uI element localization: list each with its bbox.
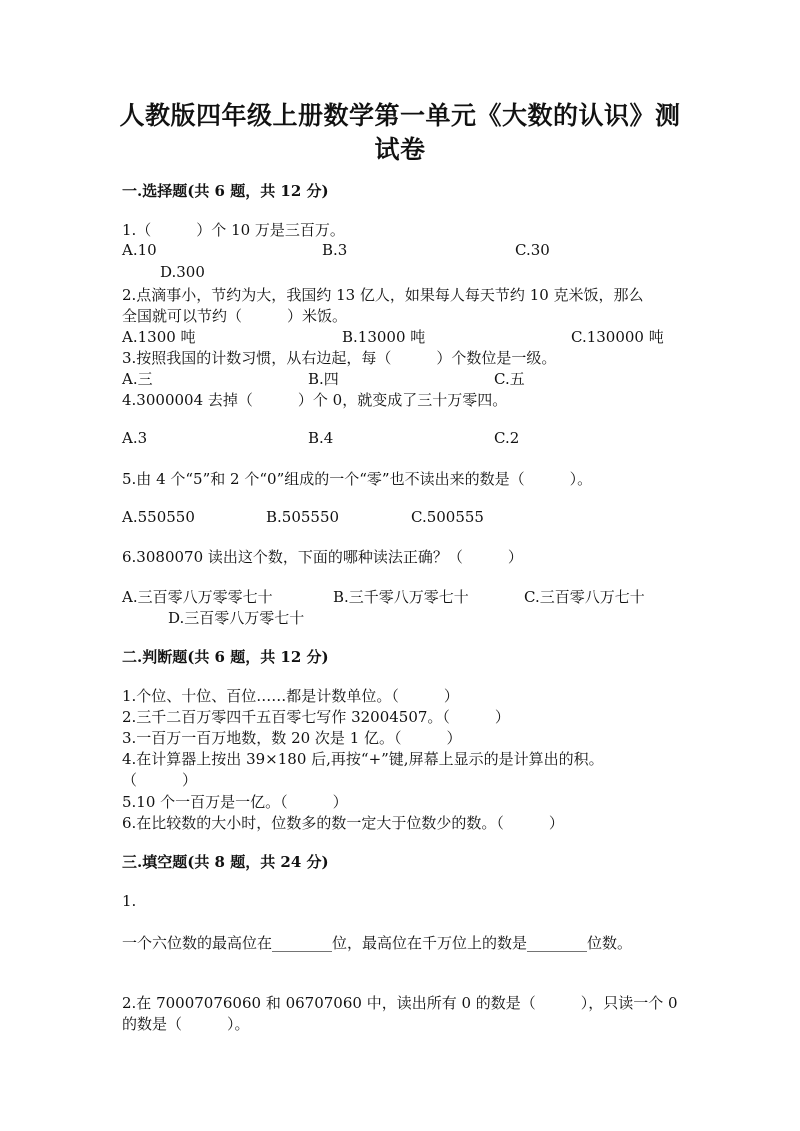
choice-1-option-d: D.300 [160,263,205,281]
judge-question-5: 5.10 个一百万是一亿。（ ） [122,793,348,811]
judge-question-6: 6.在比较数的大小时，位数多的数一定大于位数少的数。（ ） [122,814,564,832]
choice-4-option-c: C.2 [494,429,520,447]
judge-question-2: 2.三千二百万零四千五百零七写作 32004507。（ ） [122,708,510,726]
choice-2-option-c: C.130000 吨 [571,328,664,346]
section-heading-fill: 三.填空题(共 8 题，共 24 分) [122,853,329,871]
choice-5-option-b: B.505550 [266,508,340,526]
judge-question-4-line-1: 4.在计算器上按出 39×180 后,再按“+”键,屏幕上显示的是计算出的积。 [122,750,604,768]
choice-question-5: 5.由 4 个“5”和 2 个“0”组成的一个“零”也不读出来的数是（ ）。 [122,470,593,488]
choice-4-option-a: A.3 [122,429,148,447]
judge-question-1: 1.个位、十位、百位……都是计数单位。（ ） [122,687,459,705]
fill-question-1-number: 1. [122,892,137,910]
choice-5-option-c: C.500555 [411,508,484,526]
choice-question-3: 3.按照我国的计数习惯，从右边起，每（ ）个数位是一级。 [122,349,557,367]
page-title-line-1: 人教版四年级上册数学第一单元《大数的认识》测 [119,101,681,130]
choice-6-option-b: B.三千零八万零七十 [333,588,469,606]
choice-question-6: 6.3080070 读出这个数，下面的哪种读法正确？（ ） [122,548,523,566]
choice-1-option-b: B.3 [322,241,348,259]
judge-question-4-line-2: （ ） [122,771,198,789]
choice-6-option-a: A.三百零八万零零七十 [122,588,273,606]
choice-6-option-d: D.三百零八万零七十 [168,609,305,627]
choice-3-option-c: C.五 [494,370,525,388]
choice-6-option-c: C.三百零八万七十 [524,588,645,606]
fill-question-1-body: 一个六位数的最高位在________位，最高位在千万位上的数是________位数。 [122,934,633,952]
judge-question-3: 3.一百万一百万地数，数 20 次是 1 亿。（ ） [122,729,462,747]
page-title-line-2: 试卷 [374,135,426,164]
choice-3-option-a: A.三 [122,370,153,388]
fill-question-2-line-2: 的数是（ ）。 [122,1015,250,1033]
section-heading-judge: 二.判断题(共 6 题，共 12 分) [122,648,329,666]
choice-3-option-b: B.四 [308,370,339,388]
choice-2-option-a: A.1300 吨 [122,328,196,346]
choice-question-4: 4.3000004 去掉（ ）个 0，就变成了三十万零四。 [122,391,508,409]
fill-question-2-line-1: 2.在 70007076060 和 06707060 中，读出所有 0 的数是（ ），只读一个 0 [122,994,678,1012]
choice-2-option-b: B.13000 吨 [342,328,426,346]
choice-1-option-a: A.10 [122,241,157,259]
choice-1-option-c: C.30 [515,241,550,259]
choice-5-option-a: A.550550 [122,508,195,526]
choice-4-option-b: B.4 [308,429,334,447]
choice-question-2-line-2: 全国就可以节约（ ）米饭。 [122,307,348,325]
section-heading-choice: 一.选择题(共 6 题，共 12 分) [122,182,329,200]
choice-question-2-line-1: 2.点滴事小，节约为大，我国约 13 亿人，如果每人每天节约 10 克米饭，那么 [122,286,644,304]
choice-question-1: 1.（ ）个 10 万是三百万。 [122,221,345,239]
